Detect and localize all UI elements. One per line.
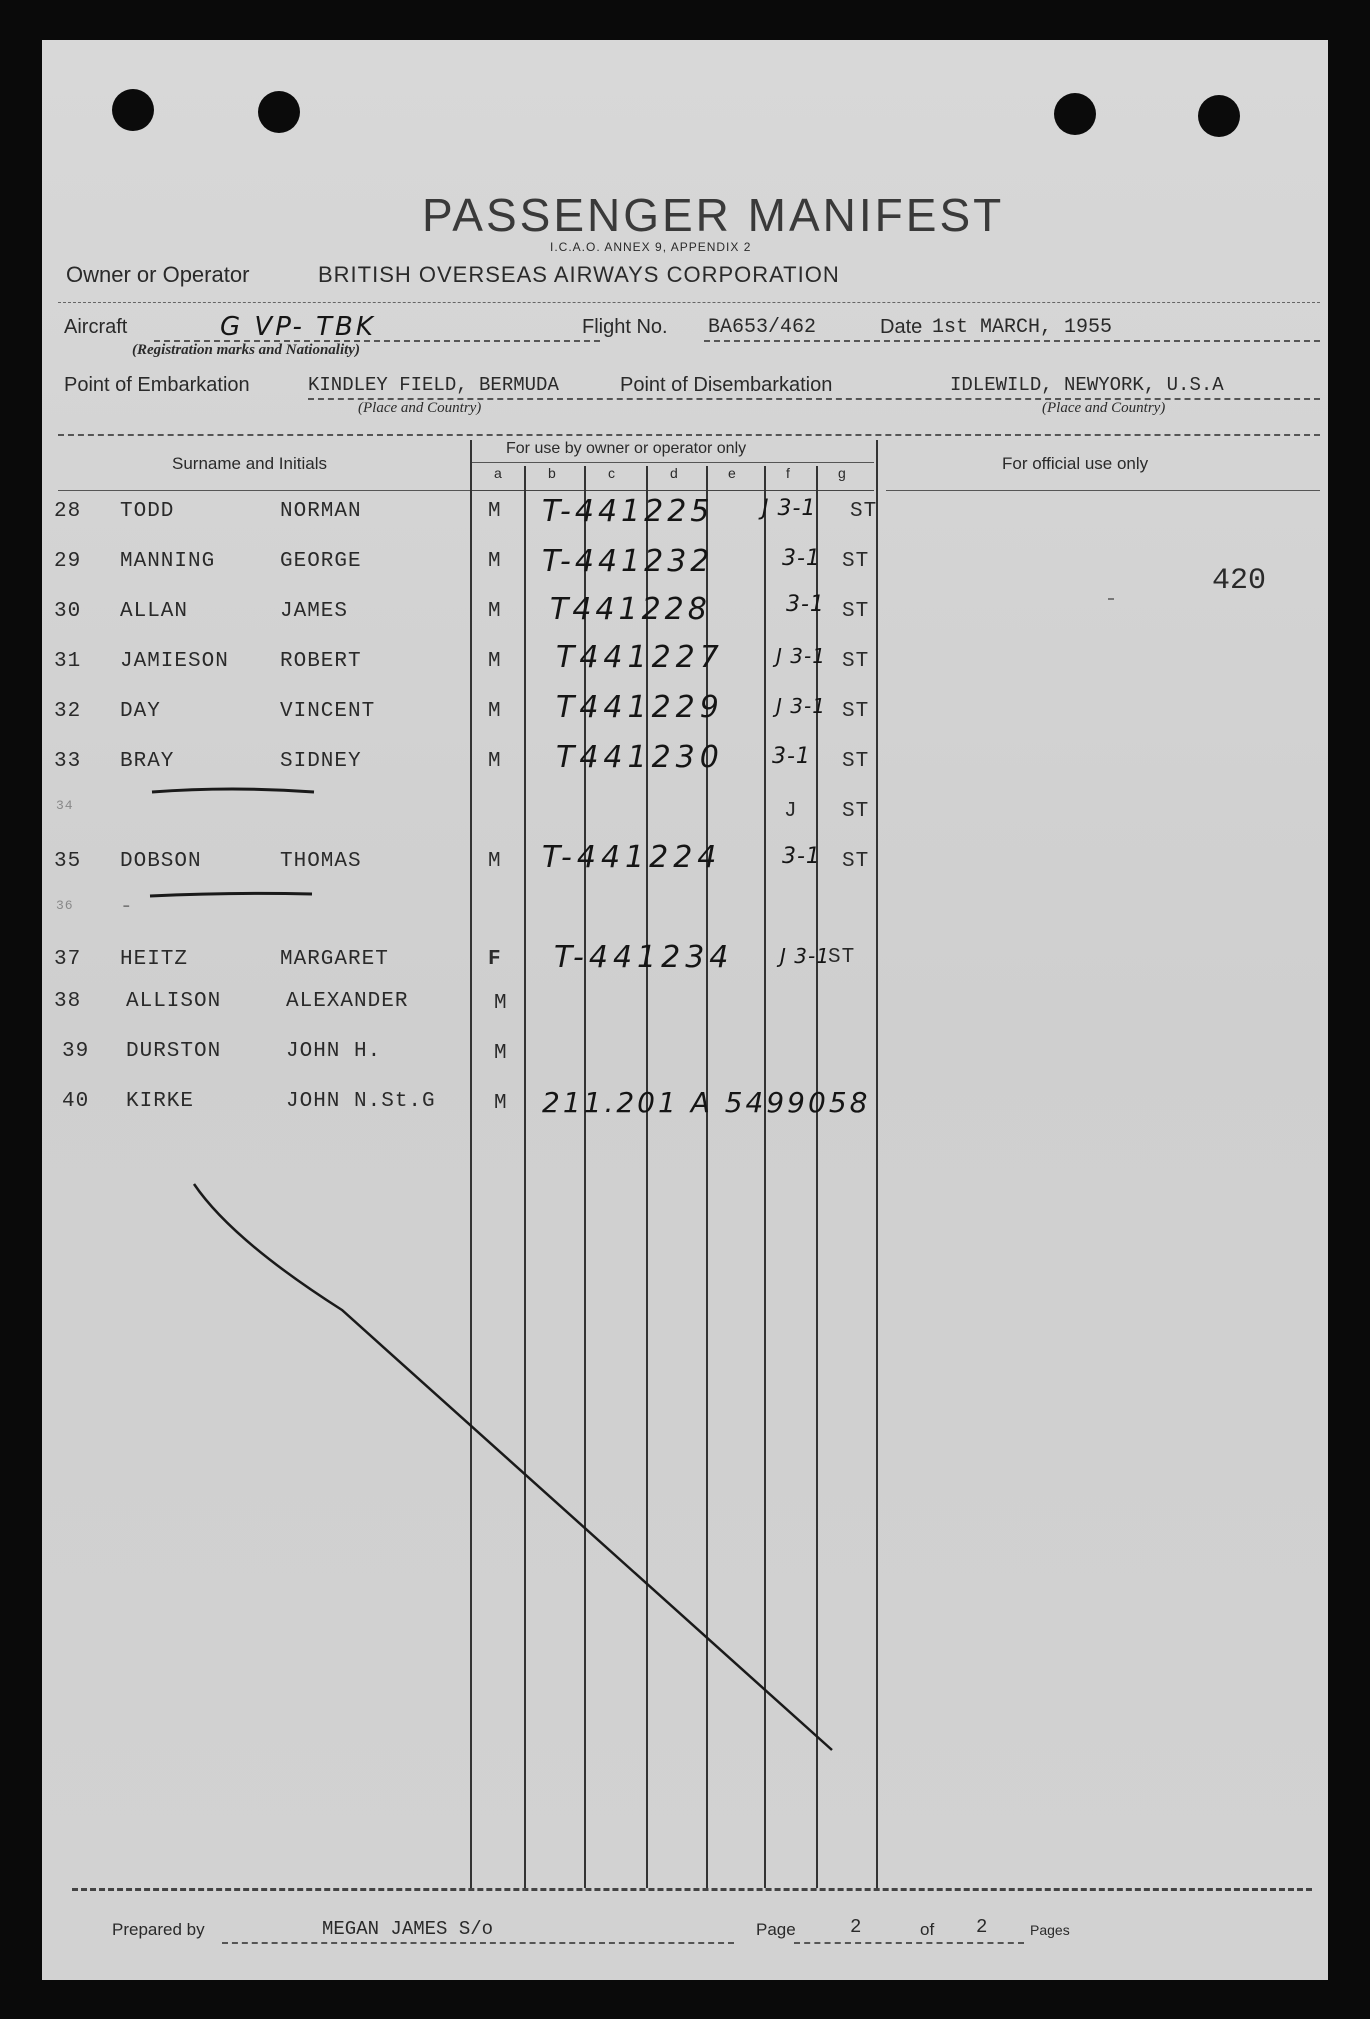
- passenger-surname: TODD: [120, 500, 175, 523]
- col-g-value: ST: [842, 850, 870, 873]
- passenger-sex: M: [488, 550, 502, 573]
- row-number: 28: [54, 500, 82, 523]
- disembark-note: (Place and Country): [1042, 400, 1166, 416]
- row-number: 38: [54, 990, 82, 1013]
- row-number: 32: [54, 700, 82, 723]
- col-f-value: J: [784, 800, 798, 823]
- prepared-label: Prepared by: [112, 1920, 205, 1939]
- embark-value: KINDLEY FIELD, BERMUDA: [308, 374, 559, 396]
- row-number: 33: [54, 750, 82, 773]
- passenger-sex: M: [494, 992, 508, 1015]
- flight-value: BA653/462: [708, 316, 817, 339]
- passenger-given-name: SIDNEY: [280, 750, 362, 773]
- passenger-sex: M: [494, 1092, 508, 1115]
- date-value: 1st MARCH, 1955: [932, 316, 1113, 339]
- col-g-value: ST: [842, 650, 870, 673]
- page-value: 2: [850, 1916, 862, 1938]
- prepared-value: MEGAN JAMES S/o: [322, 1918, 494, 1940]
- embark-label: Point of Embarkation: [64, 374, 250, 396]
- aircraft-label: Aircraft: [64, 316, 128, 338]
- passenger-given-name: THOMAS: [280, 850, 362, 873]
- ticket-number: T-441224: [542, 840, 722, 875]
- passenger-surname: DOBSON: [120, 850, 202, 873]
- flight-label: Flight No.: [582, 316, 668, 338]
- passenger-sex: M: [488, 750, 502, 773]
- col-g-value: ST: [842, 750, 870, 773]
- col-f-value: 3-1: [782, 546, 821, 571]
- prepared-line: [222, 1942, 734, 1944]
- page-title: PASSENGER MANIFEST: [422, 189, 1005, 241]
- col-letter-f: f: [786, 465, 790, 481]
- surname-header: Surname and Initials: [172, 454, 327, 473]
- row-number: 40: [62, 1090, 90, 1113]
- passenger-sex: M: [488, 850, 502, 873]
- owner-label: Owner or Operator: [66, 262, 250, 287]
- pages-label: Pages: [1030, 1922, 1070, 1938]
- passenger-sex: F: [488, 948, 502, 971]
- passenger-given-name: NORMAN: [280, 500, 362, 523]
- col-g-value: ST: [842, 700, 870, 723]
- col-f-value: J 3-1: [776, 694, 826, 718]
- date-label: Date: [880, 316, 923, 338]
- col-g-value: ST: [850, 500, 878, 523]
- col-g-value: ST: [842, 800, 870, 823]
- col-f-value: 3-1: [772, 744, 811, 769]
- passenger-surname: KIRKE: [126, 1090, 195, 1113]
- col-letter-b: b: [548, 465, 556, 481]
- passenger-given-name: JAMES: [280, 600, 349, 623]
- official-number: 420: [1212, 564, 1267, 598]
- passenger-given-name: GEORGE: [280, 550, 362, 573]
- passenger-sex: M: [488, 500, 502, 523]
- col-f-value: 3-1: [786, 592, 825, 617]
- ticket-number: T441229: [556, 690, 724, 725]
- col-g-value: ST: [842, 600, 870, 623]
- page-subtitle: I.C.A.O. ANNEX 9, APPENDIX 2: [550, 240, 752, 254]
- page-line: [794, 1942, 1024, 1944]
- passenger-sex: M: [488, 650, 502, 673]
- cancel-marks: [42, 40, 1328, 1980]
- passenger-given-name: ALEXANDER: [286, 990, 409, 1013]
- passenger-surname: HEITZ: [120, 948, 189, 971]
- embark-note: (Place and Country): [358, 400, 482, 416]
- col-letter-e: e: [728, 465, 736, 481]
- row-number: 39: [62, 1040, 90, 1063]
- col-g-value: ST: [828, 946, 856, 969]
- col-f-value: J 3-1: [780, 944, 830, 968]
- aircraft-note: (Registration marks and Nationality): [132, 342, 360, 358]
- col-letter-c: c: [608, 465, 615, 481]
- row-number: 31: [54, 650, 82, 673]
- passenger-surname: MANNING: [120, 550, 216, 573]
- col-letter-d: d: [670, 465, 678, 481]
- ticket-number: T441227: [556, 640, 724, 675]
- manifest-page: [42, 40, 1328, 1980]
- col-f-value: 3-1: [782, 844, 821, 869]
- passenger-sex: M: [488, 700, 502, 723]
- passenger-surname: BRAY: [120, 750, 175, 773]
- disembark-value: IDLEWILD, NEWYORK, U.S.A: [950, 374, 1224, 396]
- passenger-given-name: JOHN N.St.G: [286, 1090, 436, 1113]
- passenger-surname: -: [120, 896, 134, 919]
- passenger-surname: DURSTON: [126, 1040, 222, 1063]
- strike-line-bray: [152, 789, 314, 792]
- page-label: Page: [756, 1920, 796, 1939]
- ticket-number: 211.201 A 5499058: [542, 1086, 871, 1119]
- passenger-sex: M: [488, 600, 502, 623]
- passenger-given-name: MARGARET: [280, 948, 389, 971]
- col-letter-g: g: [838, 465, 846, 481]
- row-number: 36: [56, 898, 74, 913]
- passenger-surname: ALLAN: [120, 600, 189, 623]
- table-bottom-rule: [72, 1888, 1312, 1891]
- diagonal-cancel-line: [194, 1184, 832, 1750]
- passenger-given-name: ROBERT: [280, 650, 362, 673]
- ticket-number: T441230: [556, 740, 724, 775]
- row-number: 30: [54, 600, 82, 623]
- col-f-value: J 3-1: [776, 644, 826, 668]
- official-header: For official use only: [1002, 454, 1149, 473]
- passenger-surname: DAY: [120, 700, 161, 723]
- aircraft-value: G VP- TBK: [220, 312, 376, 342]
- owner-use-header: For use by owner or operator only: [506, 440, 747, 457]
- ticket-number: T-441232: [542, 544, 714, 579]
- ticket-number: T-441234: [554, 940, 734, 975]
- owner-value: BRITISH OVERSEAS AIRWAYS CORPORATION: [318, 262, 840, 287]
- passenger-sex: M: [494, 1042, 508, 1065]
- col-g-value: ST: [842, 550, 870, 573]
- passenger-surname: JAMIESON: [120, 650, 229, 673]
- strike-line-dobson: [150, 893, 312, 896]
- ticket-number: T441228: [550, 592, 711, 627]
- passenger-surname: ALLISON: [126, 990, 222, 1013]
- row-number: 37: [54, 948, 82, 971]
- col-letter-a: a: [494, 465, 502, 481]
- passenger-given-name: VINCENT: [280, 700, 376, 723]
- row-number: 35: [54, 850, 82, 873]
- passenger-given-name: JOHN H.: [286, 1040, 382, 1063]
- pages-value: 2: [976, 1916, 988, 1938]
- of-label: of: [920, 1920, 935, 1939]
- col-f-value: J 3-1: [762, 496, 817, 521]
- ticket-number: T-441225: [542, 494, 714, 529]
- disembark-label: Point of Disembarkation: [620, 374, 833, 396]
- row-number: 29: [54, 550, 82, 573]
- row-number: 34: [56, 798, 74, 813]
